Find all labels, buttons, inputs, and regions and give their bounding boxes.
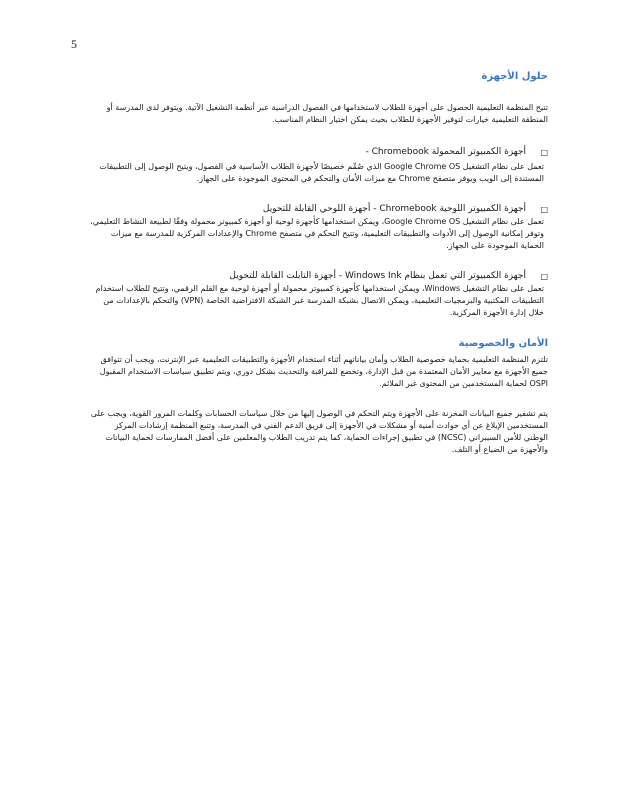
list-item-description: تعمل على نظام التشغيل Windows، ويمكن استخدامها كأجهزة كمبيوتر محمولة أو أجهزة لوحية مع القلم الرقمي، وتتيح للطلاب استخدام التطبيقات المكتبية والبرمجيات التعليمية، ويمكن الاتصال بشبكة المدرسة عبر الشبكة الافتراضية الخاصة (VPN) والتحكم بالإعدادات من خلال إدارة الأجهزة المركزية. [95, 284, 544, 317]
list-item-title: أجهزة الكمبيوتر المحمولة Chromebook - [365, 147, 526, 157]
page-number: 5 [71, 37, 77, 51]
list-item-windows-ink [88, 270, 548, 319]
list-item-chromebook-tablet [88, 203, 548, 252]
bullet-icon: □ [540, 272, 548, 281]
bullet-icon: □ [540, 148, 548, 157]
intro-paragraph: تتيح المنظمة التعليمية الحصول على أجهزة للطلاب لاستخدامها في الفصول الدراسية عبر أنظمة التشغيل الآتية. ويتوفر لدى المدرسة أو المنطقة التعليمية خيارات لتوفير الأجهزة للطلاب بحيث يمكن اختيار النظام المناسب. [106, 103, 548, 124]
section-heading-security: الأمان والخصوصية [458, 338, 548, 349]
list-item-description: تعمل على نظام التشغيل Google Chrome OS، ويمكن استخدامها كأجهزة لوحية أو أجهزة كمبيوتر محمولة وفقًا لطبيعة النشاط التعليمي، وتوفر إمكانية الوصول إلى الأدوات والتطبيقات التعليمية، وتتيح التحكم في متصفح Chrome والإعدادات المركزية للمدرسة مع ميزات الحماية الموجودة على الجهاز. [90, 217, 544, 250]
bullet-icon: □ [540, 205, 548, 214]
list-item-title: أجهزة الكمبيوتر التي تعمل بنظام Windows Ink - أجهزة التابلت القابلة للتحويل [229, 271, 526, 281]
list-item-title: أجهزة الكمبيوتر اللوحية Chromebook - أجهزة اللوحي القابلة للتحويل [262, 204, 526, 214]
security-paragraph-2: يتم تشفير جميع البيانات المخزنة على الأجهزة ويتم التحكم في الوصول إليها من خلال سياسات الحسابات وكلمات المرور القوية، ويجب على المستخدمين الإبلاغ عن أي حوادث أمنية أو مشكلات في الأجهزة إلى فريق الدعم الفني في المدرسة، وتتبع المنظمة إرشادات المركز الوطني للأمن السيبراني (NCSC) في تطبيق إجراءات الحماية، كما يتم تدريب الطلاب والمعلمين على أفضل الممارسات لحماية البيانات والأجهزة من الضياع أو التلف. [90, 409, 548, 454]
document-body [88, 66, 548, 474]
section-heading-devices: حلول الأجهزة [481, 71, 548, 82]
list-item-chromebook-laptop [88, 146, 548, 185]
security-paragraph-1: تلتزم المنظمة التعليمية بحماية خصوصية الطلاب وأمان بياناتهم أثناء استخدام الأجهزة والتطبيقات التعليمية عبر الإنترنت، ويجب أن تتوافق جميع الأجهزة مع معايير الأمان المعتمدة من قبل الإدارة، وتخضع للمراقبة والتحديث بشكل دوري، ويتم تطبيق سياسات الاستخدام المقبول OSPI لحماية المستخدمين من المحتوى غير الملائم. [99, 355, 548, 388]
list-item-description: تعمل على نظام التشغيل Google Chrome OS الذي صُمِّم خصيصًا لأجهزة الطلاب الأساسية في الفصول، ويتيح الوصول إلى التطبيقات المستندة إلى الويب ويوفر متصفح Chrome مع ميزات الأمان والتحكم في المحتوى الموجودة على الجهاز. [99, 162, 544, 183]
